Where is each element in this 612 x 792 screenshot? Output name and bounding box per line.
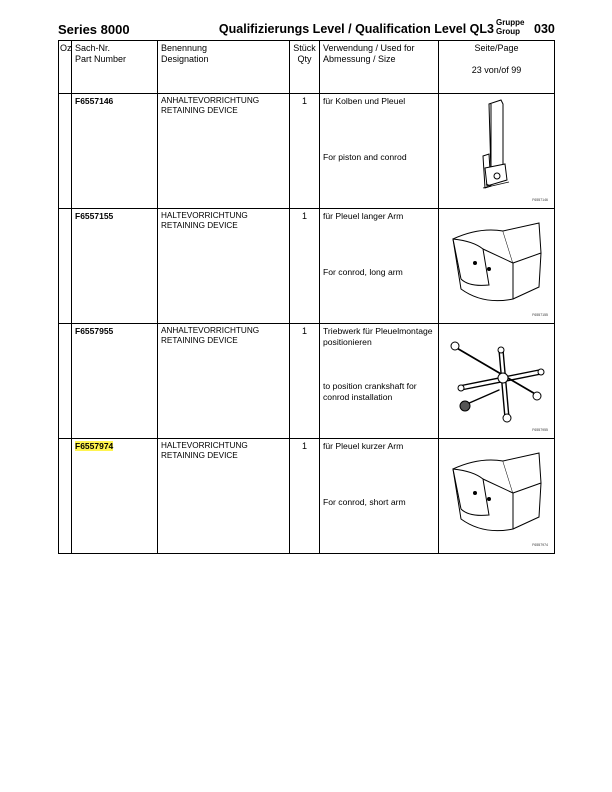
column-used-for: Verwendung / Used for Abmessung / Size [320,41,439,94]
part-number-cell [72,324,158,439]
used-for-de: für Pleuel kurzer Arm [323,441,404,451]
oz-cell [59,324,72,439]
image-code: F6557146 [532,198,548,202]
used-for-en: to position crankshaft for conrod installation [323,381,417,402]
page-header [58,20,554,40]
part-image-cell [439,439,555,554]
designation-cell [158,209,290,324]
used-for-de: für Kolben und Pleuel [323,96,406,106]
designation-cell [158,94,290,209]
designation-de: HALTEVORRICHTUNG [161,211,248,220]
used-for-cell [320,324,439,439]
designation-en: RETAINING DEVICE [161,451,238,460]
designation-cell [158,439,290,554]
used-for-de: für Pleuel langer Arm [323,211,404,221]
part-image-cell [439,94,555,209]
part-number[interactable]: F6557955 [75,326,114,336]
column-part-number: Sach-Nr. Part Number [72,41,158,94]
used-for-cell [320,209,439,324]
quantity-cell [290,439,320,554]
column-designation: Benennung Designation [158,41,290,94]
quantity: 1 [301,441,307,451]
table-row [59,324,555,439]
used-for-de: Triebwerk für Pleuelmontage positionieren [323,326,433,347]
part-number[interactable]: F6557155 [75,211,114,221]
series-title: Series 8000 [58,22,130,37]
used-for-en: For conrod, short arm [323,497,406,507]
part-image-cell [439,209,555,324]
used-for-cell [320,439,439,554]
part-image-cell [439,324,555,439]
table-row [59,94,555,209]
column-oz: Oz [59,41,72,94]
oz-cell [59,94,72,209]
image-code: F6557955 [532,428,548,432]
quantity-cell [290,94,320,209]
part-number-cell [72,439,158,554]
column-quantity: Stück Qty [290,41,320,94]
designation-de: HALTEVORRICHTUNG [161,441,248,450]
group-number: 030 [534,22,555,36]
image-code: F6557155 [532,313,548,317]
table-header [59,41,555,94]
quantity-cell [290,209,320,324]
designation-de: ANHALTEVORRICHTUNG [161,96,260,105]
quantity: 1 [301,96,307,106]
parts-table [58,40,555,554]
image-code: F6557974 [532,543,548,547]
part-number[interactable]: F6557974 [75,441,114,451]
used-for-en: For conrod, long arm [323,267,403,277]
oz-cell [59,209,72,324]
designation-cell [158,324,290,439]
part-number-cell [72,94,158,209]
qualification-level: Qualifizierungs Level / Qualification Level QL3 [218,22,494,36]
designation-en: RETAINING DEVICE [161,336,238,345]
part-number[interactable]: F6557146 [75,96,114,106]
part-number-cell [72,209,158,324]
table-row [59,209,555,324]
designation-en: RETAINING DEVICE [161,221,238,230]
quantity: 1 [301,211,307,221]
designation-de: ANHALTEVORRICHTUNG [161,326,260,335]
designation-en: RETAINING DEVICE [161,106,238,115]
used-for-cell [320,94,439,209]
group-label: Gruppe Group [496,18,525,36]
page-number: 23 von/of 99 [471,65,522,75]
oz-cell [59,439,72,554]
column-page: Seite/Page 23 von/of 99 [439,41,555,94]
used-for-en: For piston and conrod [323,152,407,162]
quantity: 1 [301,326,307,336]
table-row [59,439,555,554]
quantity-cell [290,324,320,439]
